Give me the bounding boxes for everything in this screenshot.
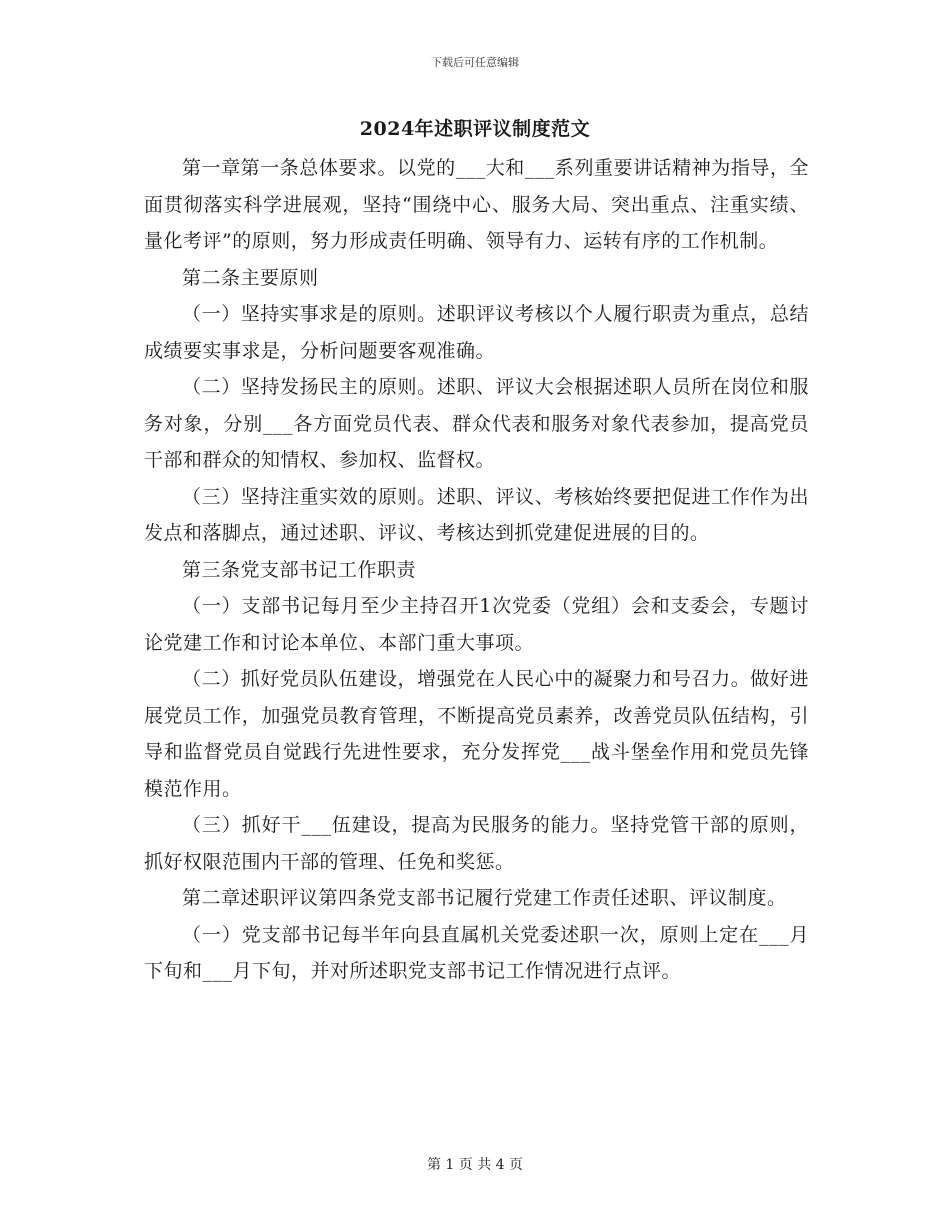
- paragraph: （一）支部书记每月至少主持召开1次党委（党组）会和支委会，专题讨论党建工作和讨论本单位、本部门重大事项。: [144, 595, 809, 654]
- header-note: 下载后可任意编辑: [431, 56, 519, 69]
- paragraph: 第三条党支部书记工作职责: [182, 558, 417, 581]
- paragraph: （三）抓好干___伍建设，提高为民服务的能力。坚持党管干部的原则，抓好权限范围内干部的管理、任免和奖惩。: [144, 814, 809, 873]
- page-number: 第 1 页 共 4 页: [426, 1157, 524, 1173]
- paragraph: 第二章述职评议第四条党支部书记履行党建工作责任述职、评议制度。: [182, 887, 787, 909]
- paragraph: （一）党支部书记每半年向县直属机关党委述职一次，原则上定在___月下旬和___月下旬，并对所述职党支部书记工作情况进行点评。: [144, 923, 809, 982]
- paragraph: 第二条主要原则: [182, 266, 319, 289]
- document-body: [144, 150, 809, 990]
- document-title: 2024年述职评议制度范文: [359, 118, 591, 140]
- paragraph: （二）抓好党员队伍建设，增强党在人民心中的凝聚力和号召力。做好进展党员工作，加强党员教育管理，不断提高党员素养，改善党员队伍结构，引导和监督党员自觉践行先进性要求，充分发挥党___战斗堡垒作用和党员先锋模范作用。: [144, 668, 809, 800]
- paragraph: （三）坚持注重实效的原则。述职、评议、考核始终要把促进工作作为出发点和落脚点，通过述职、评议、考核达到抓党建促进展的目的。: [144, 485, 809, 544]
- paragraph: 第一章第一条总体要求。以党的___大和___系列重要讲话精神为指导，全面贯彻落实科学进展观，坚持“围绕中心、服务大局、突出重点、注重实绩、量化考评”的原则，努力形成责任明确、领导有力、运转有序的工作机制。: [144, 157, 809, 252]
- paragraph: （二）坚持发扬民主的原则。述职、评议大会根据述职人员所在岗位和服务对象，分别___各方面党员代表、群众代表和服务对象代表参加，提高党员干部和群众的知情权、参加权、监督权。: [144, 376, 809, 471]
- paragraph: （一）坚持实事求是的原则。述职评议考核以个人履行职责为重点，总结成绩要实事求是，分析问题要客观准确。: [144, 303, 809, 362]
